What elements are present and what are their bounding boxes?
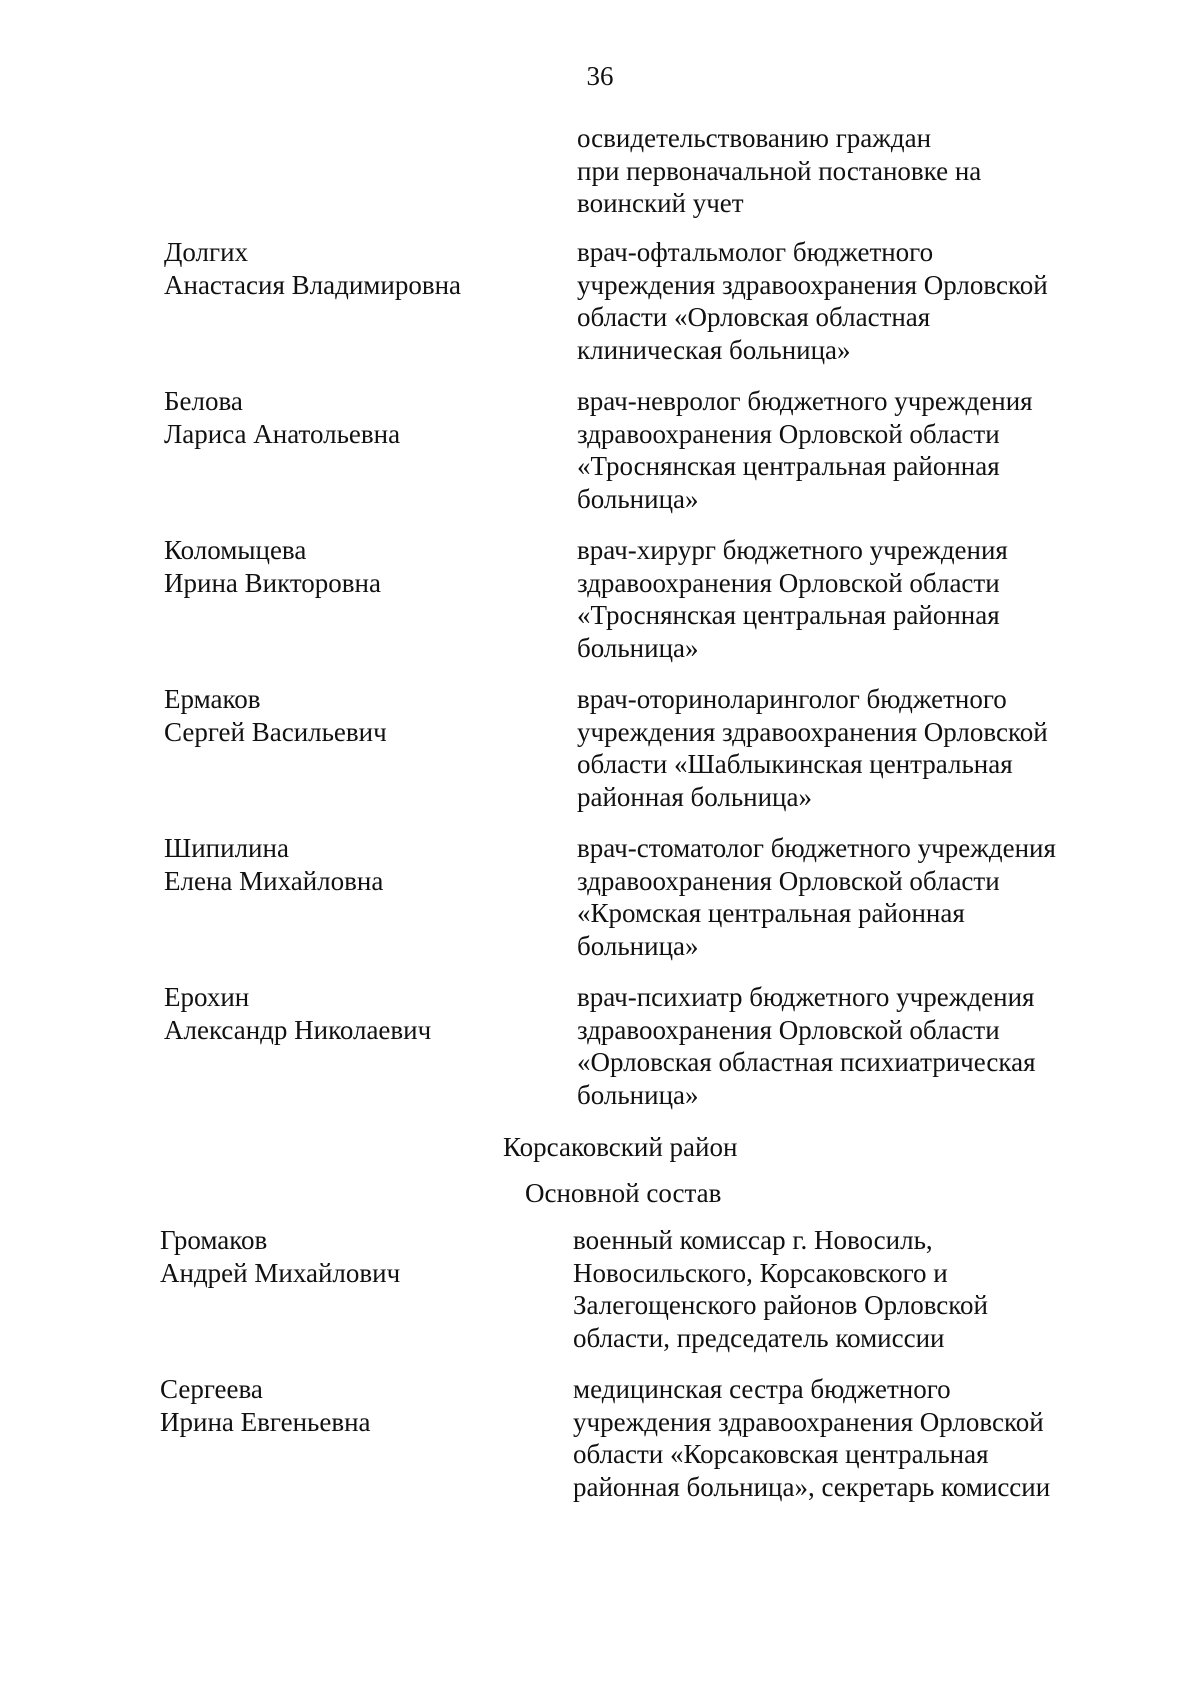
surname: Сергеева bbox=[160, 1374, 263, 1404]
role-line: районная больница» bbox=[577, 781, 812, 812]
role-line: области «Шаблыкинская центральная bbox=[577, 749, 1013, 779]
role-line: здравоохранения Орловской области bbox=[577, 567, 1000, 598]
member-name bbox=[164, 534, 381, 599]
composition-heading: Основной состав bbox=[525, 1178, 722, 1208]
surname: Ерохин bbox=[164, 982, 250, 1012]
role-line: Залегощенского районов Орловской bbox=[573, 1290, 988, 1320]
role-line: учреждения здравоохранения Орловской bbox=[577, 716, 1048, 747]
role-line: больница» bbox=[577, 1079, 699, 1110]
role-line: «Троснянская центральная районная bbox=[577, 451, 1000, 481]
surname: Долгих bbox=[164, 237, 249, 267]
member-role bbox=[577, 385, 1033, 515]
surname: Громаков bbox=[160, 1225, 268, 1255]
member-role bbox=[573, 1373, 1050, 1503]
role-line: здравоохранения Орловской области bbox=[577, 865, 1000, 896]
surname: Шипилина bbox=[164, 833, 289, 863]
member-name bbox=[164, 385, 400, 450]
surname: Белова bbox=[164, 386, 243, 416]
role-line: учреждения здравоохранения Орловской bbox=[573, 1406, 1044, 1437]
role-line: «Кромская центральная районная bbox=[577, 898, 965, 928]
given-names: Андрей Михайлович bbox=[160, 1257, 401, 1288]
member-name bbox=[164, 683, 387, 748]
role-line: больница» bbox=[577, 483, 699, 514]
role-line: «Троснянская центральная районная bbox=[577, 600, 1000, 630]
role-line: врач-невролог бюджетного учреждения bbox=[577, 386, 1033, 416]
member-name bbox=[164, 981, 431, 1046]
given-names: Анастасия Владимировна bbox=[164, 269, 461, 300]
role-line: области «Корсаковская центральная bbox=[573, 1439, 989, 1469]
member-name bbox=[160, 1373, 371, 1438]
role-line: медицинская сестра бюджетного bbox=[573, 1374, 951, 1404]
member-role bbox=[573, 1224, 988, 1354]
page-number: 36 bbox=[586, 61, 614, 91]
given-names: Александр Николаевич bbox=[164, 1014, 432, 1045]
role-line: освидетельствованию граждан bbox=[577, 123, 932, 153]
member-role bbox=[577, 683, 1048, 813]
given-names: Сергей Васильевич bbox=[164, 716, 387, 747]
role-line: районная больница», секретарь комиссии bbox=[573, 1471, 1051, 1502]
surname: Коломыцева bbox=[164, 535, 307, 565]
role-line: врач-хирург бюджетного учреждения bbox=[577, 535, 1008, 565]
member-name bbox=[164, 236, 461, 301]
role-line: врач-офтальмолог бюджетного bbox=[577, 237, 934, 267]
role-line: клиническая больница» bbox=[577, 334, 851, 365]
role-line: врач-психиатр бюджетного учреждения bbox=[577, 982, 1035, 1012]
role-line: при первоначальной постановке на bbox=[577, 155, 982, 186]
role-line: Новосильского, Корсаковского и bbox=[573, 1257, 948, 1288]
given-names: Лариса Анатольевна bbox=[164, 418, 401, 449]
continuation-role bbox=[577, 122, 981, 220]
role-line: области, председатель комиссии bbox=[573, 1322, 945, 1353]
given-names: Ирина Евгеньевна bbox=[160, 1406, 371, 1437]
member-name bbox=[164, 832, 383, 897]
member-role bbox=[577, 236, 1048, 366]
role-line: «Орловская областная психиатрическая bbox=[577, 1047, 1036, 1077]
role-line: больница» bbox=[577, 930, 699, 961]
role-line: области «Орловская областная bbox=[577, 302, 931, 332]
role-line: учреждения здравоохранения Орловской bbox=[577, 269, 1048, 300]
member-role bbox=[577, 981, 1036, 1111]
role-line: здравоохранения Орловской области bbox=[577, 418, 1000, 449]
role-line: врач-стоматолог бюджетного учреждения bbox=[577, 833, 1056, 863]
role-line: здравоохранения Орловской области bbox=[577, 1014, 1000, 1045]
role-line: больница» bbox=[577, 632, 699, 663]
district-heading: Корсаковский район bbox=[503, 1132, 738, 1162]
role-line: врач-оториноларинголог бюджетного bbox=[577, 684, 1007, 714]
role-line: военный комиссар г. Новосиль, bbox=[573, 1225, 933, 1255]
role-line: воинский учет bbox=[577, 188, 744, 218]
surname: Ермаков bbox=[164, 684, 261, 714]
given-names: Елена Михайловна bbox=[164, 865, 384, 896]
member-name bbox=[160, 1224, 400, 1289]
member-role bbox=[577, 534, 1008, 664]
given-names: Ирина Викторовна bbox=[164, 567, 381, 598]
member-role bbox=[577, 832, 1056, 962]
